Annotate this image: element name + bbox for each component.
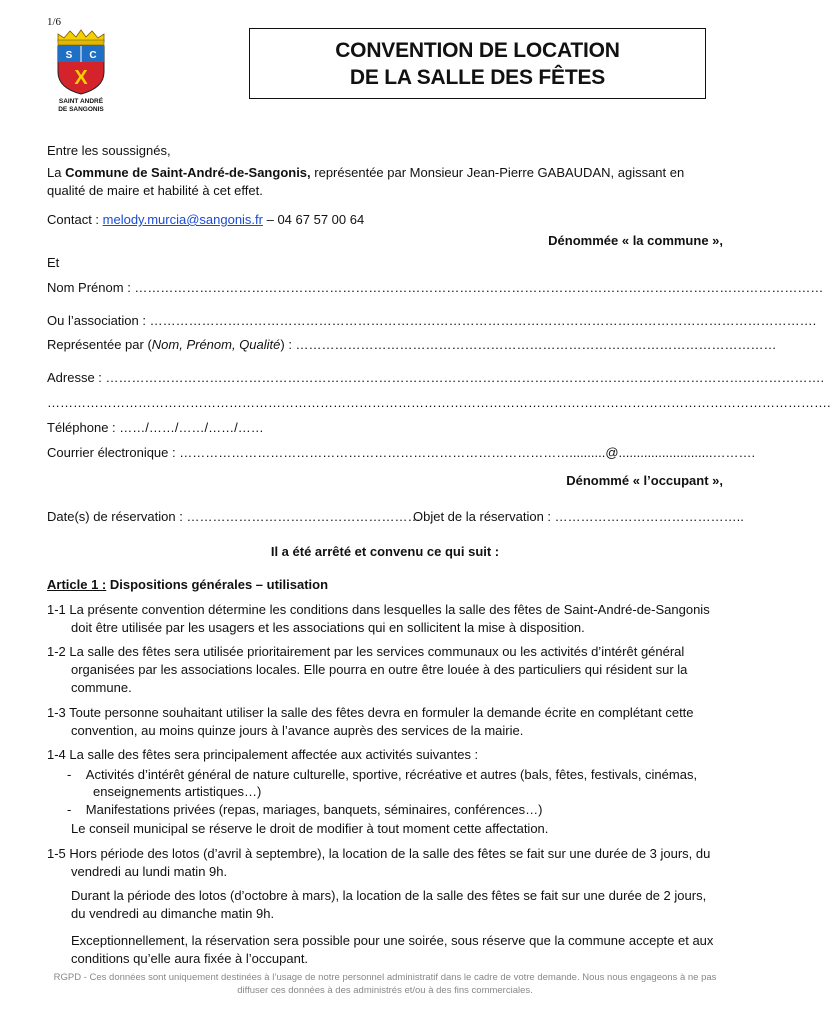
rgpd-footer: RGPD - Ces données sont uniquement destinées à l’usage de notre personnel administratif dans le cadre de votre demande. Nous nous engageons à ne pas diffuser ces données à des administrés et/ou à des fins commerciales. xyxy=(53,972,717,996)
coat-of-arms-icon xyxy=(50,28,112,96)
article-1-heading xyxy=(47,576,725,594)
svg-text:C: C xyxy=(89,50,97,61)
clause-1-3: 1-3 Toute personne souhaitant utiliser la salle des fêtes devra en formuler la demande écrite en complétant cette convention, au moins quinze jours à l’avance auprès des services de la mairie. xyxy=(47,705,694,738)
denomination-occupant: Dénommé « l’occupant », xyxy=(566,473,723,488)
clause-1-2: 1-2 La salle des fêtes sera utilisée prioritairement par les services communaux ou les activités d’intérêt général organisées par les associations locales. Elle pourra en outre être louée à des particuliers qui résident sur la commune. xyxy=(47,644,688,695)
contact-phone: – 04 67 57 00 64 xyxy=(263,212,365,227)
logo-text-line1: SAINT ANDRÉ xyxy=(58,98,104,105)
contact-email-link[interactable]: melody.murcia@sangonis.fr xyxy=(102,212,263,227)
clause-1-5: 1-5 Hors période des lotos (d’avril à septembre), la location de la salle des fêtes se fait sur une durée de 3 jours, du vendredi au lundi matin 9h. xyxy=(47,846,711,879)
representee-italic: Nom, Prénom, Qualité xyxy=(151,337,281,352)
title-line-1: CONVENTION DE LOCATION xyxy=(335,39,620,62)
representee-prefix: Représentée par ( xyxy=(47,337,152,352)
clause-1-5-exception: Exceptionnellement, la réservation sera possible pour une soirée, sous réserve que la commune accepte et aux conditions qu’elle aura fixée à l’occupant. xyxy=(71,933,714,966)
clause-1-4-bullet-2: - Manifestations privées (repas, mariages, banquets, séminaires, conférences…) xyxy=(67,802,543,817)
clause-1-4-note: Le conseil municipal se réserve le droit de modifier à tout moment cette affectation. xyxy=(71,821,549,836)
et-text: Et xyxy=(47,255,60,270)
article-1-label: Article 1 : xyxy=(47,577,107,592)
commune-rest: représentée par Monsieur Jean-Pierre GABAUDAN, agissant en qualité de maire et habilité à cet effet. xyxy=(47,165,685,198)
commune-prefix: La xyxy=(47,165,66,180)
contact-line xyxy=(47,211,725,229)
field-adresse-line2: ………………………………………………………………………………………………………………………………………………………………. xyxy=(47,395,831,410)
field-representee-par xyxy=(47,337,777,352)
svg-text:X: X xyxy=(74,67,88,89)
clause-1-4-bullet-1: - Activités d’intérêt général de nature culturelle, sportive, récréative et autres (bals, fêtes, festivals, cinémas, enseignements artistiques…) xyxy=(67,767,698,799)
commune-paragraph xyxy=(47,164,725,200)
representee-suffix: ) : ………………………………………………………………………………………………… xyxy=(280,337,777,352)
field-dates-reservation: Date(s) de réservation : ……………………………………………… xyxy=(47,509,421,524)
logo-text-line2: DE SANGONIS xyxy=(58,106,104,113)
svg-text:S: S xyxy=(65,50,73,61)
denomination-commune: Dénommée « la commune », xyxy=(548,233,723,248)
field-courrier: Courrier électronique : ………………………………………………………………………………..........@..........................………. xyxy=(47,445,756,460)
document-title-box xyxy=(249,28,706,99)
field-telephone: Téléphone : ……/……/……/……/…… xyxy=(47,420,264,435)
clause-1-4: 1-4 La salle des fêtes sera principalement affectée aux activités suivantes : xyxy=(47,747,479,762)
title-line-2: DE LA SALLE DES FÊTES xyxy=(349,66,606,89)
article-1-title: Dispositions générales – utilisation xyxy=(106,577,329,592)
field-association: Ou l’association : ………………………………………………………………………………………………………………………………………. xyxy=(47,313,817,328)
clause-1-1: 1-1 La présente convention détermine les conditions dans lesquelles la salle des fêtes de Saint-André-de-Sangonis doit être utilisée par les usagers et les associations qui en sollicitent la mise à disposition. xyxy=(47,602,710,635)
field-adresse: Adresse : …………………………………………………………………………………………………………………………………………………. xyxy=(47,370,825,385)
commune-name: Commune de Saint-André-de-Sangonis, xyxy=(65,165,311,180)
arrete-heading: Il a été arrêté et convenu ce qui suit : xyxy=(270,544,500,559)
clause-1-5-lotos: Durant la période des lotos (d’octobre à mars), la location de la salle des fêtes se fait sur une durée de 2 jours, du vendredi au dimanche matin 9h. xyxy=(71,888,707,921)
field-objet-reservation: Objet de la réservation : …………………………………….. xyxy=(413,509,744,524)
field-nom-prenom: Nom Prénom : …………………………………………………………………………………………………………………………………………… xyxy=(47,280,824,295)
contact-label: Contact : xyxy=(47,212,103,227)
page-number: 1/6 xyxy=(47,16,62,28)
town-logo xyxy=(50,28,112,114)
intro-text: Entre les soussignés, xyxy=(47,143,171,158)
